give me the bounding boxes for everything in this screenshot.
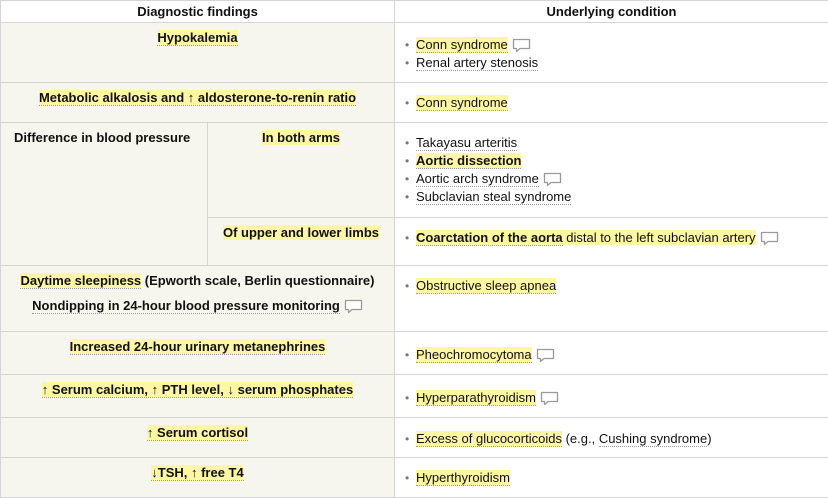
cond-coarctation-detail: distal to the left subclavian artery	[563, 230, 756, 245]
cond-takayasu[interactable]: Takayasu arteritis	[416, 135, 517, 151]
table-row	[1, 123, 828, 218]
cond-aortic-arch[interactable]: Aortic arch syndrome	[416, 171, 539, 187]
list-item	[403, 36, 820, 54]
cond-pheochromocytoma[interactable]: Pheochromocytoma	[416, 347, 532, 363]
finding-cell	[1, 266, 395, 332]
comment-icon[interactable]	[760, 231, 779, 246]
cond-sleep-apnea[interactable]: Obstructive sleep apnea	[416, 278, 556, 294]
finding-in-both-arms: In both arms	[262, 130, 340, 145]
condition-cell	[395, 123, 828, 218]
table-row	[1, 458, 828, 498]
list-item	[403, 54, 820, 72]
condition-cell	[395, 458, 828, 498]
cond-cushing[interactable]: Cushing syndrome	[599, 431, 707, 447]
header-diagnostic-findings: Diagnostic findings	[1, 1, 395, 23]
finding-limbs-cell	[208, 218, 395, 266]
comment-icon[interactable]	[344, 299, 363, 314]
finding-cell	[1, 458, 395, 498]
table-row	[1, 375, 828, 418]
condition-cell	[395, 83, 828, 123]
list-item	[403, 389, 820, 407]
comment-icon[interactable]	[536, 348, 555, 363]
finding-serum-cortisol[interactable]: ↑ Serum cortisol	[147, 425, 248, 441]
finding-nondipping[interactable]: Nondipping in 24-hour blood pressure monitoring	[32, 298, 340, 314]
condition-cell	[395, 418, 828, 458]
table-row	[1, 332, 828, 375]
list-item	[403, 188, 820, 206]
list-item	[403, 430, 820, 448]
list-item	[403, 170, 820, 188]
finding-cell	[1, 23, 395, 83]
finding-cell	[1, 375, 395, 418]
cond-aortic-dissection[interactable]: Aortic dissection	[416, 153, 521, 169]
list-item	[403, 152, 820, 170]
table-row	[1, 83, 828, 123]
table-row	[1, 23, 828, 83]
cond-hyperthyroidism[interactable]: Hyperthyroidism	[416, 470, 510, 486]
finding-tsh-t4[interactable]: ↓TSH, ↑ free T4	[151, 465, 243, 481]
finding-hypokalemia[interactable]: Hypokalemia	[157, 30, 237, 46]
cond-subclavian-steal[interactable]: Subclavian steal syndrome	[416, 189, 571, 205]
comment-icon[interactable]	[540, 391, 559, 406]
cond-hyperparathyroidism[interactable]: Hyperparathyroidism	[416, 390, 536, 406]
condition-cell	[395, 375, 828, 418]
finding-cell	[1, 332, 395, 375]
cond-close-paren: )	[707, 431, 711, 446]
list-item	[403, 94, 820, 112]
cond-glucocorticoid-excess[interactable]: Excess of glucocorticoids	[416, 431, 562, 447]
header-underlying-condition: Underlying condition	[395, 1, 828, 23]
condition-cell	[395, 332, 828, 375]
cond-conn-syndrome[interactable]: Conn syndrome	[416, 95, 508, 111]
cond-coarctation[interactable]: Coarctation of the aorta	[416, 230, 563, 246]
table-row	[1, 418, 828, 458]
table-row	[1, 266, 828, 332]
list-item	[403, 134, 820, 152]
finding-daytime-sleepiness[interactable]: Daytime sleepiness	[20, 273, 141, 289]
finding-metanephrines[interactable]: Increased 24-hour urinary metanephrines	[70, 339, 326, 355]
finding-in-both-arms-cell	[208, 123, 395, 218]
condition-cell	[395, 218, 828, 266]
finding-metabolic-alkalosis[interactable]: Metabolic alkalosis and ↑ aldosterone-to-renin ratio	[39, 90, 356, 106]
cond-conn-syndrome[interactable]: Conn syndrome	[416, 37, 508, 53]
finding-bp-difference: Difference in blood pressure	[1, 123, 208, 266]
comment-icon[interactable]	[512, 38, 531, 53]
finding-cell	[1, 418, 395, 458]
finding-scales: (Epworth scale, Berlin questionnaire)	[141, 273, 374, 288]
cond-renal-artery-stenosis[interactable]: Renal artery stenosis	[416, 55, 538, 71]
cond-eg: (e.g.,	[562, 431, 599, 446]
finding-upper-lower-limbs: Of upper and lower limbs	[223, 225, 379, 240]
list-item	[403, 346, 820, 364]
finding-cell	[1, 83, 395, 123]
condition-cell	[395, 266, 828, 332]
list-item	[403, 277, 820, 295]
finding-calcium-pth[interactable]: ↑ Serum calcium, ↑ PTH level, ↓ serum phosphates	[42, 382, 353, 398]
comment-icon[interactable]	[543, 172, 562, 187]
condition-cell	[395, 23, 828, 83]
list-item	[403, 229, 820, 247]
list-item	[403, 469, 820, 487]
